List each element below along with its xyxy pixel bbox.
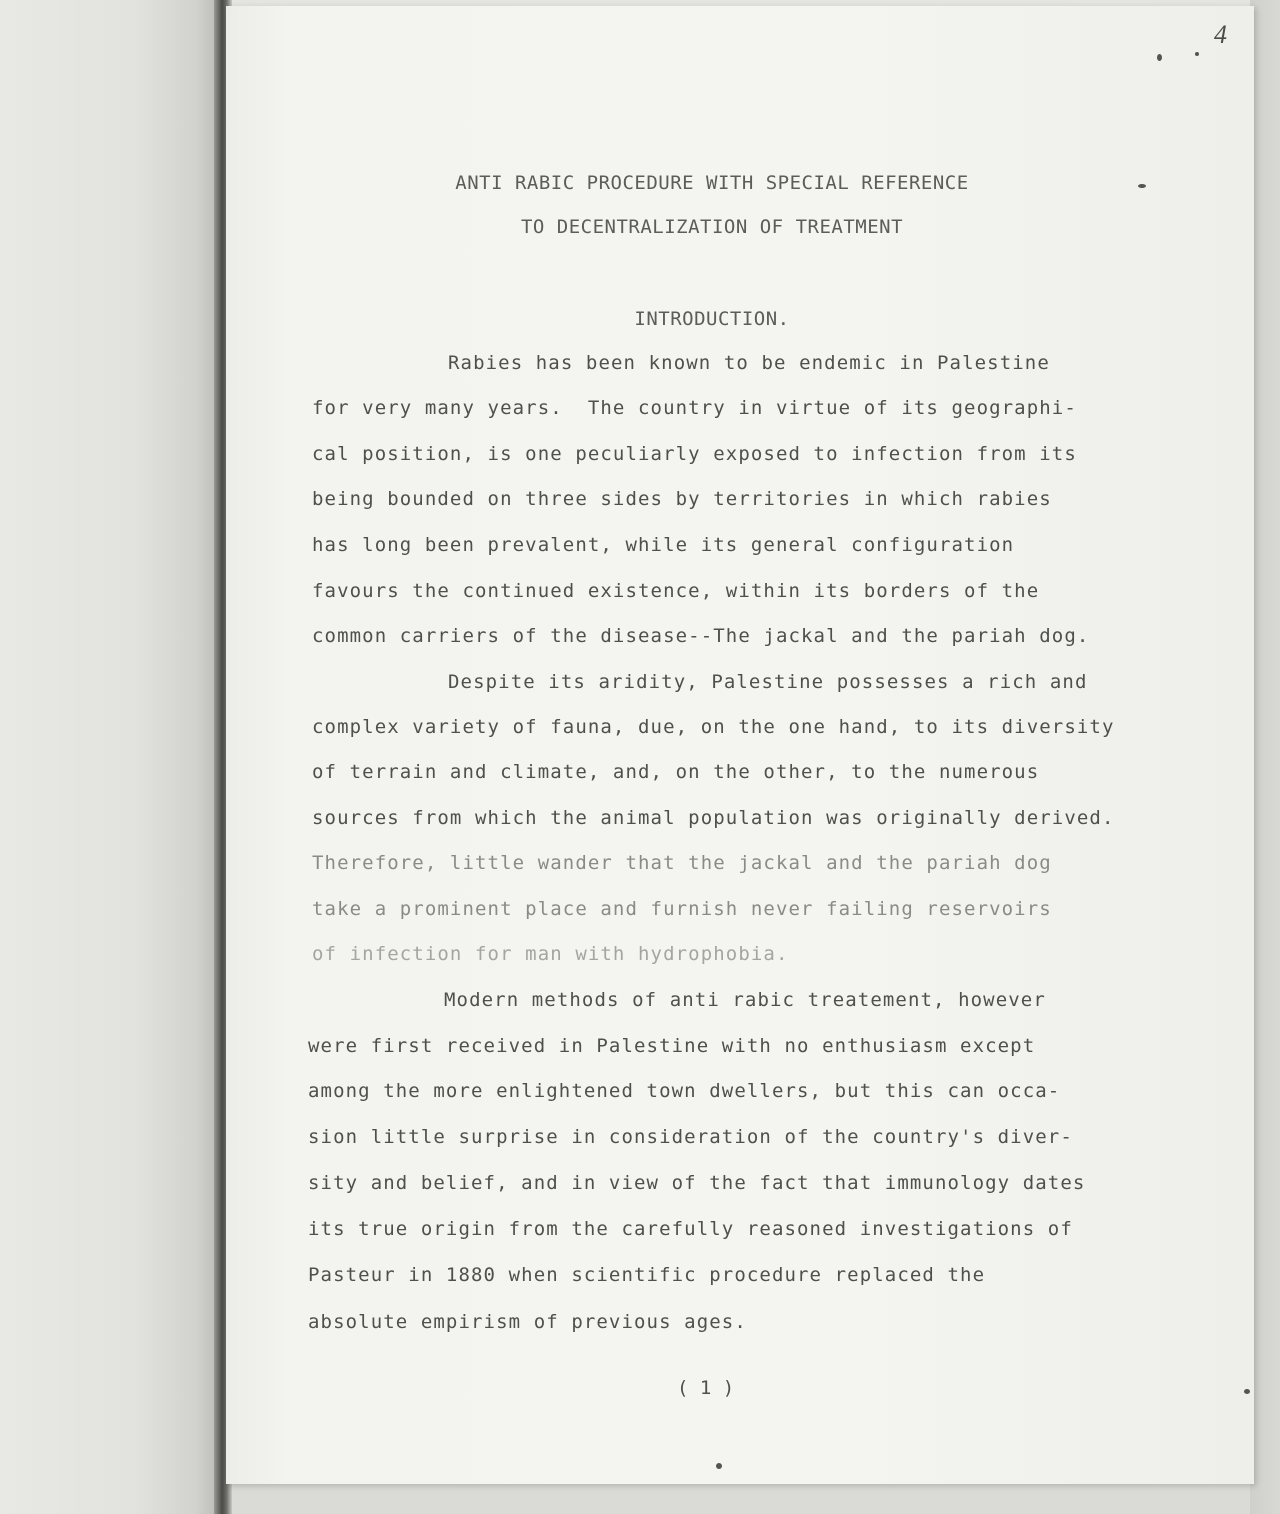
body-line: sources from which the animal population was originally derived.: [312, 807, 1115, 829]
body-line: Modern methods of anti rabic treatement, however: [444, 989, 1046, 1011]
body-line: its true origin from the carefully reasoned investigations of: [308, 1218, 1073, 1240]
body-line: Pasteur in 1880 when scientific procedure replaced the: [308, 1264, 986, 1286]
body-line: sion little surprise in consideration of the country's diver-: [308, 1126, 1073, 1148]
body-line: of terrain and climate, and, on the other, to the numerous: [312, 761, 1040, 783]
body-line: sity and belief, and in view of the fact that immunology dates: [308, 1172, 1086, 1194]
body-line: Rabies has been known to be endemic in Palestine: [448, 352, 1050, 374]
ink-speck: [1244, 1389, 1250, 1394]
body-line: absolute empirism of previous ages.: [308, 1311, 747, 1333]
body-line: Despite its aridity, Palestine possesses a rich and: [448, 671, 1088, 693]
handwritten-page-number: 4: [1214, 20, 1227, 49]
document-title-line-2: TO DECENTRALIZATION OF TREATMENT: [520, 216, 904, 238]
body-line: were first received in Palestine with no enthusiasm except: [308, 1035, 1036, 1057]
body-line: common carriers of the disease--The jackal and the pariah dog.: [312, 625, 1090, 647]
ink-speck: [1157, 54, 1162, 61]
body-line: take a prominent place and furnish never failing reservoirs: [312, 898, 1052, 920]
body-line: for very many years. The country in virtue of its geographi-: [312, 397, 1077, 419]
body-line: cal position, is one peculiarly exposed to infection from its: [312, 443, 1077, 465]
page-footer-number: ( 1 ): [677, 1377, 735, 1399]
document-title-line-1: ANTI RABIC PROCEDURE WITH SPECIAL REFERENCE: [455, 172, 969, 194]
body-line: among the more enlightened town dwellers, but this can occa-: [308, 1080, 1061, 1102]
body-line: of infection for man with hydrophobia.: [312, 943, 789, 965]
body-line: complex variety of fauna, due, on the one hand, to its diversity: [312, 716, 1115, 738]
body-line: has long been prevalent, while its general configuration: [312, 534, 1015, 556]
body-line: being bounded on three sides by territories in which rabies: [312, 488, 1052, 510]
ink-speck: [1195, 52, 1199, 56]
ink-speck: [716, 1463, 722, 1469]
body-line: favours the continued existence, within its borders of the: [312, 580, 1040, 602]
body-line: Therefore, little wander that the jackal and the pariah dog: [312, 852, 1052, 874]
section-heading: INTRODUCTION.: [634, 308, 790, 330]
